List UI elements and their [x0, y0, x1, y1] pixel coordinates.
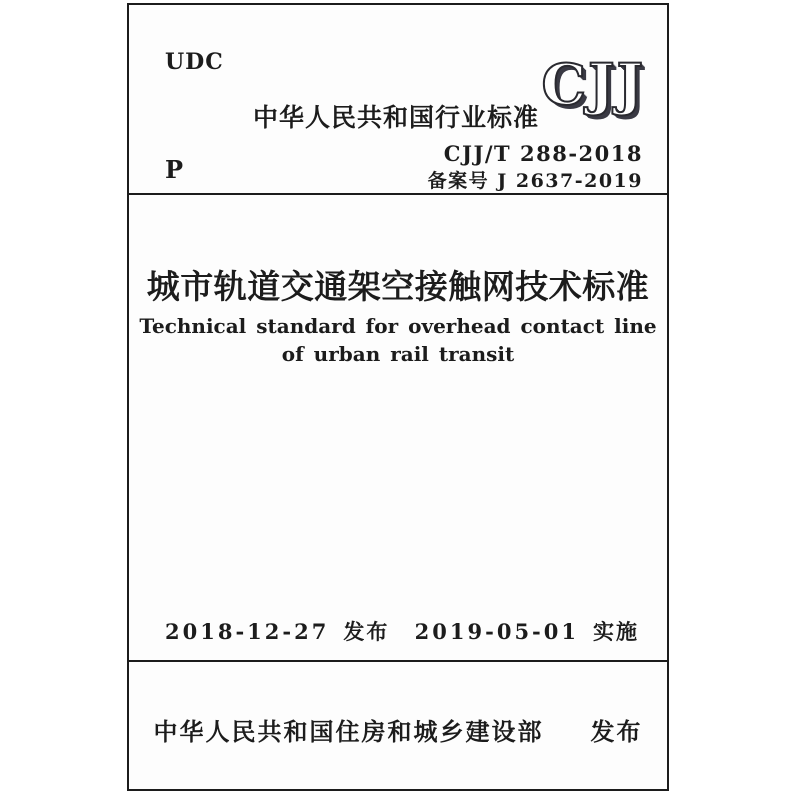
udc-label: UDC — [165, 49, 224, 75]
publish-label: 发布 — [590, 718, 643, 746]
standard-number: CJJ/T 288-2018 — [443, 141, 643, 166]
title-english-line2: of urban rail transit — [281, 342, 515, 366]
classification-p-label: P — [165, 155, 184, 184]
record-number: 备案号 J 2637-2019 — [427, 170, 643, 192]
issue-date-group — [165, 616, 389, 646]
header-section — [129, 5, 667, 195]
publisher-section — [129, 662, 667, 787]
cjj-logo: CJJ — [541, 52, 645, 118]
standard-type-heading: 中华人民共和国行业标准 — [253, 103, 540, 132]
implement-date: 2019-05-01 — [414, 619, 579, 644]
implement-date-group — [415, 616, 639, 646]
implement-label: 实施 — [593, 620, 639, 644]
title-section — [129, 195, 667, 662]
issue-label: 发布 — [343, 620, 390, 644]
dates-row — [129, 616, 667, 646]
publisher-row — [129, 712, 667, 747]
title-chinese: 城市轨道交通架空接触网技术标准 — [146, 267, 650, 306]
publisher-name: 中华人民共和国住房和城乡建设部 — [153, 718, 544, 746]
cover-frame — [127, 3, 669, 791]
issue-date: 2018-12-27 — [165, 619, 330, 644]
title-english-line1: Technical standard for overhead contact line — [139, 314, 657, 338]
